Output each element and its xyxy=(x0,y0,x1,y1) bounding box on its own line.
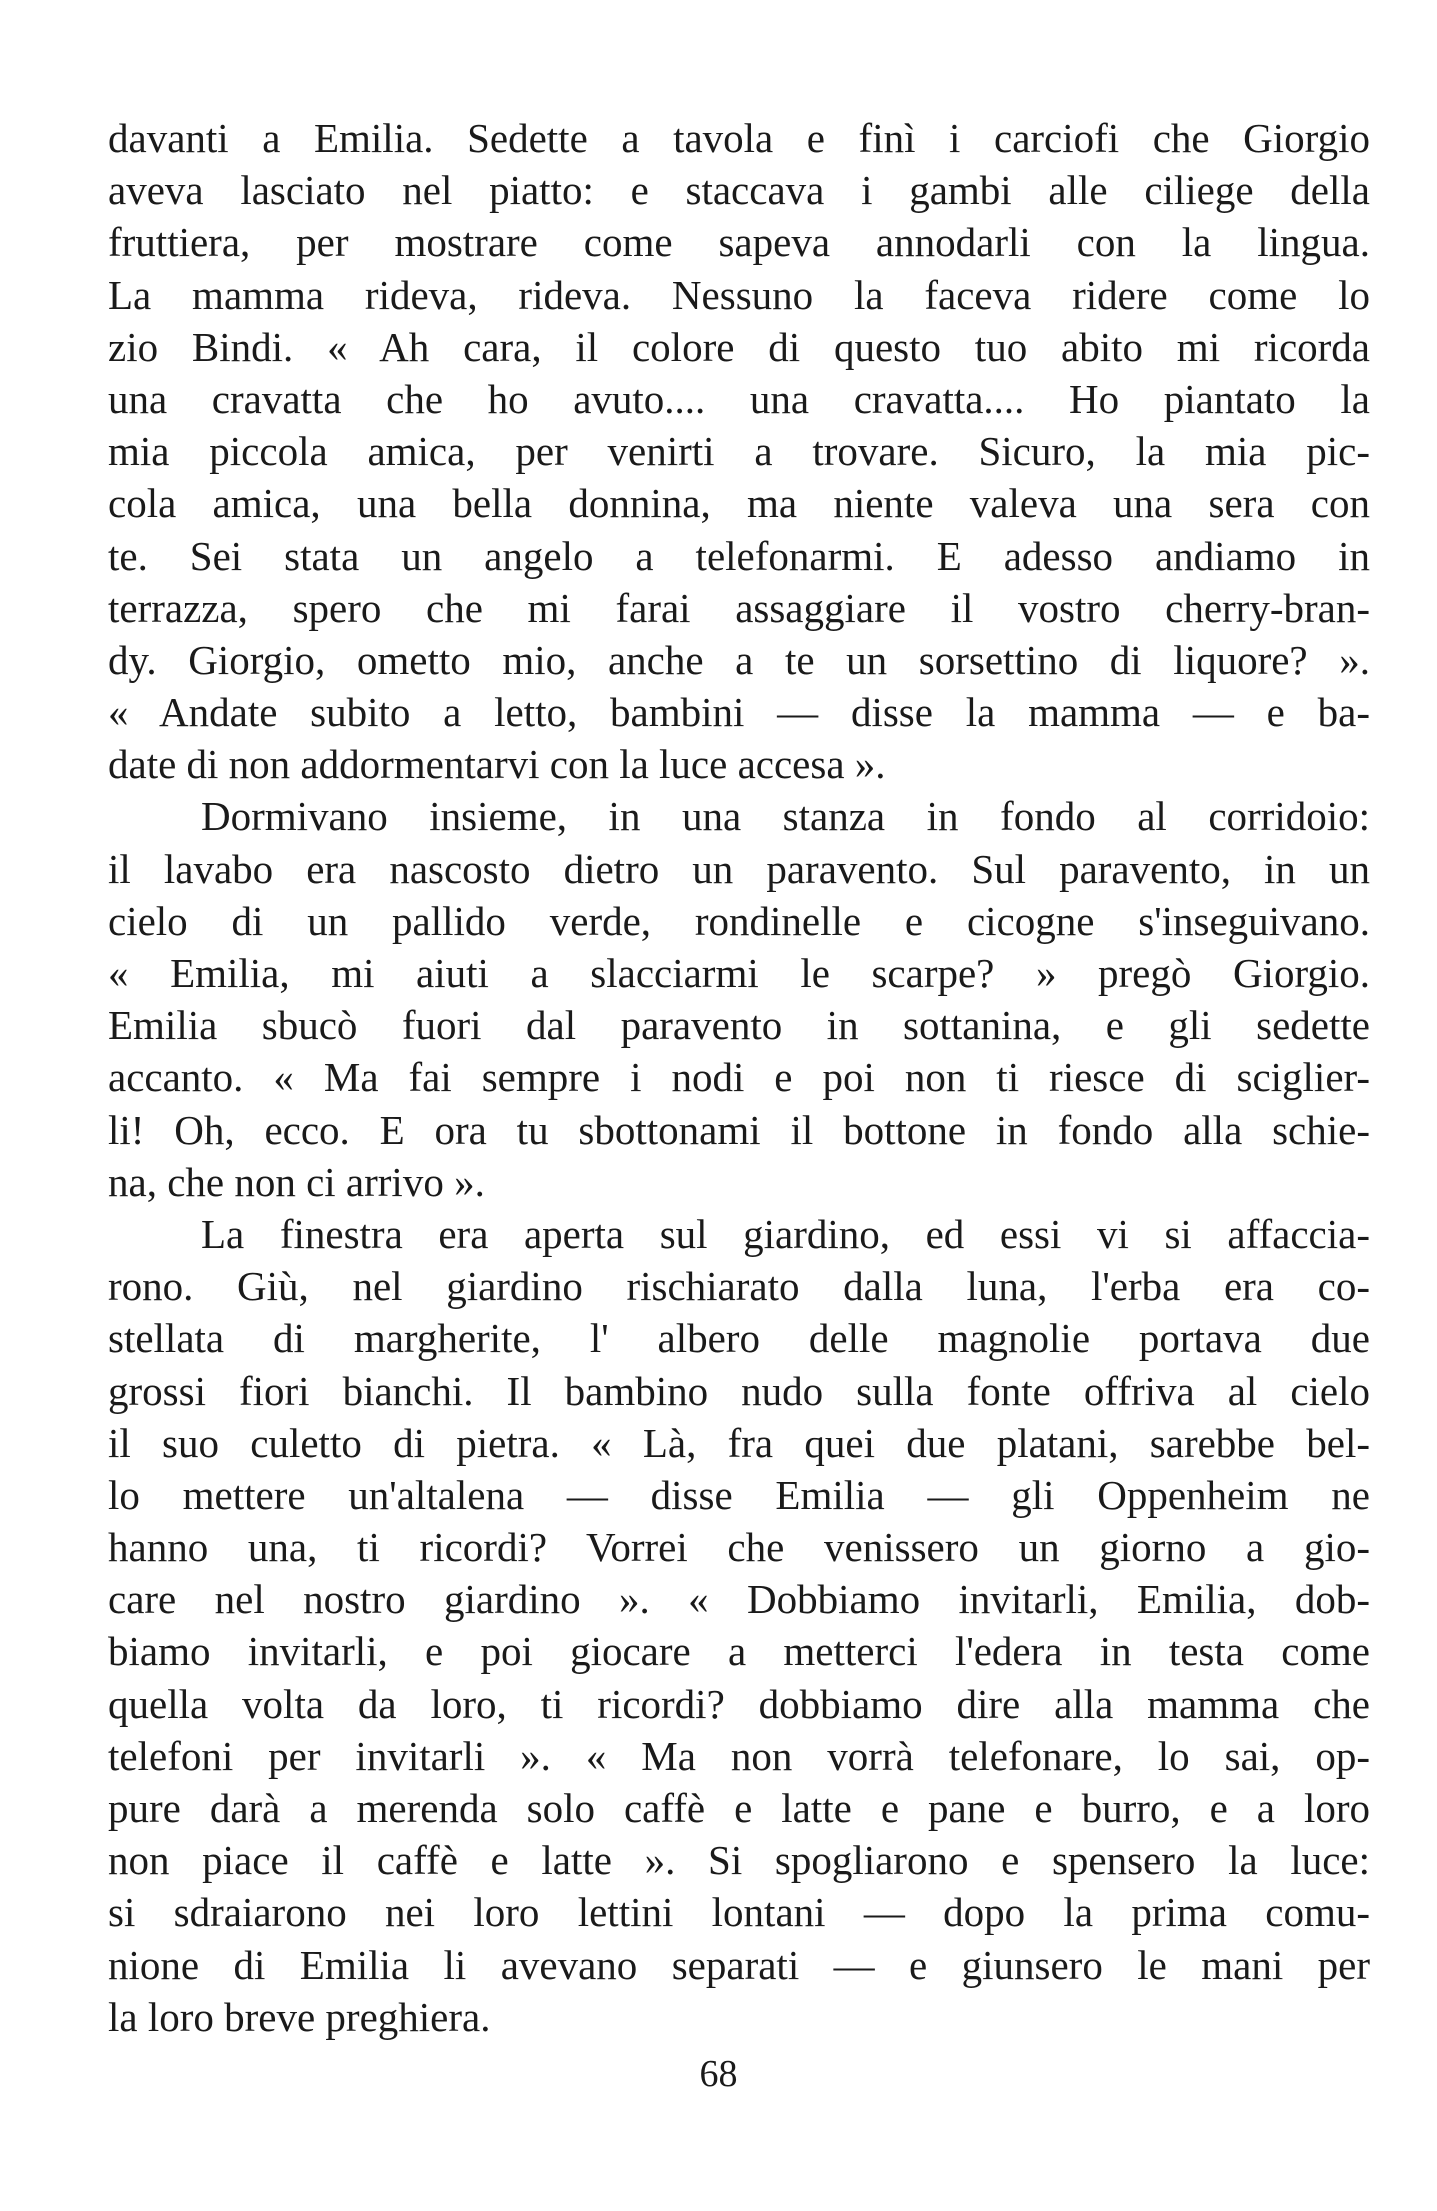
text-line: pure darà a merenda solo caffè e latte e pane e burro, e a loro xyxy=(108,1785,1370,1831)
text-line: fruttiera, per mostrare come sapeva annodarli con la lingua. xyxy=(108,219,1370,266)
text-line: dy. Giorgio, ometto mio, anche a te un sorsettino di liquore? ». xyxy=(108,636,1370,683)
text-line: il lavabo era nascosto dietro un paravento. Sul paravento, in un xyxy=(108,845,1370,892)
text-line: nione di Emilia li avevano separati — e giunsero le mani per xyxy=(108,1941,1370,1988)
text-line: grossi fiori bianchi. Il bambino nudo sulla fonte offriva al cielo xyxy=(108,1367,1370,1414)
text-line: care nel nostro giardino ». « Dobbiamo invitarli, Emilia, dob- xyxy=(108,1576,1370,1623)
text-line: aveva lasciato nel piatto: e staccava i gambi alle ciliege della xyxy=(108,167,1370,214)
text-line: Dormivano insieme, in una stanza in fondo al corridoio: xyxy=(201,793,1370,840)
book-page-text xyxy=(108,112,1370,2043)
text-line: rono. Giù, nel giardino rischiarato dalla luna, l'erba era co- xyxy=(108,1263,1370,1310)
text-line: li! Oh, ecco. E ora tu sbottonami il bottone in fondo alla schie- xyxy=(108,1106,1370,1153)
text-line: biamo invitarli, e poi giocare a metterci l'edera in testa come xyxy=(108,1628,1370,1675)
text-line: lo mettere un'altalena — disse Emilia — gli Oppenheim ne xyxy=(108,1471,1370,1518)
text-line: La finestra era aperta sul giardino, ed essi vi si affaccia- xyxy=(201,1210,1370,1257)
text-line: Emilia sbucò fuori dal paravento in sottanina, e gli sedette xyxy=(108,1002,1370,1049)
text-line: stellata di margherite, l' albero delle magnolie portava due xyxy=(108,1315,1370,1362)
text-line: telefoni per invitarli ». « Ma non vorrà telefonare, lo sai, op- xyxy=(108,1732,1370,1779)
paragraph xyxy=(108,790,1370,1208)
text-line: La mamma rideva, rideva. Nessuno la faceva ridere come lo xyxy=(108,271,1370,318)
text-line: terrazza, spero che mi farai assaggiare il vostro cherry-bran- xyxy=(108,584,1370,631)
page-number: 68 xyxy=(699,2053,738,2095)
paragraph xyxy=(108,1208,1370,2043)
text-line: accanto. « Ma fai sempre i nodi e poi non ti riesce di sciglier- xyxy=(108,1054,1370,1101)
text-line: hanno una, ti ricordi? Vorrei che venissero un giorno a gio- xyxy=(108,1524,1370,1571)
text-line: « Andate subito a letto, bambini — disse la mamma — e ba- xyxy=(108,689,1370,736)
text-line: te. Sei stata un angelo a telefonarmi. E adesso andiamo in xyxy=(108,532,1370,579)
paragraph xyxy=(108,112,1370,790)
text-line: cielo di un pallido verde, rondinelle e cicogne s'inseguivano. xyxy=(108,897,1370,944)
text-line: « Emilia, mi aiuti a slacciarmi le scarpe? » pregò Giorgio. xyxy=(108,950,1370,996)
text-line: zio Bindi. « Ah cara, il colore di questo tuo abito mi ricorda xyxy=(108,323,1370,370)
text-line: davanti a Emilia. Sedette a tavola e finì i carciofi che Giorgio xyxy=(108,115,1370,161)
text-line: non piace il caffè e latte ». Si spogliarono e spensero la luce: xyxy=(108,1837,1370,1884)
text-line: il suo culetto di pietra. « Là, fra quei due platani, sarebbe bel- xyxy=(108,1419,1370,1466)
text-line: mia piccola amica, per venirti a trovare. Sicuro, la mia pic- xyxy=(108,428,1370,475)
text-line: date di non addormentarvi con la luce accesa ». xyxy=(108,741,886,788)
text-line: na, che non ci arrivo ». xyxy=(108,1158,485,1205)
text-line: una cravatta che ho avuto.... una cravatta.... Ho piantato la xyxy=(108,375,1370,422)
text-line: cola amica, una bella donnina, ma niente valeva una sera con xyxy=(108,480,1370,527)
text-line: la loro breve preghiera. xyxy=(108,1993,491,2040)
text-line: quella volta da loro, ti ricordi? dobbiamo dire alla mamma che xyxy=(108,1680,1370,1727)
text-line: si sdraiarono nei loro lettini lontani — dopo la prima comu- xyxy=(108,1889,1370,1936)
